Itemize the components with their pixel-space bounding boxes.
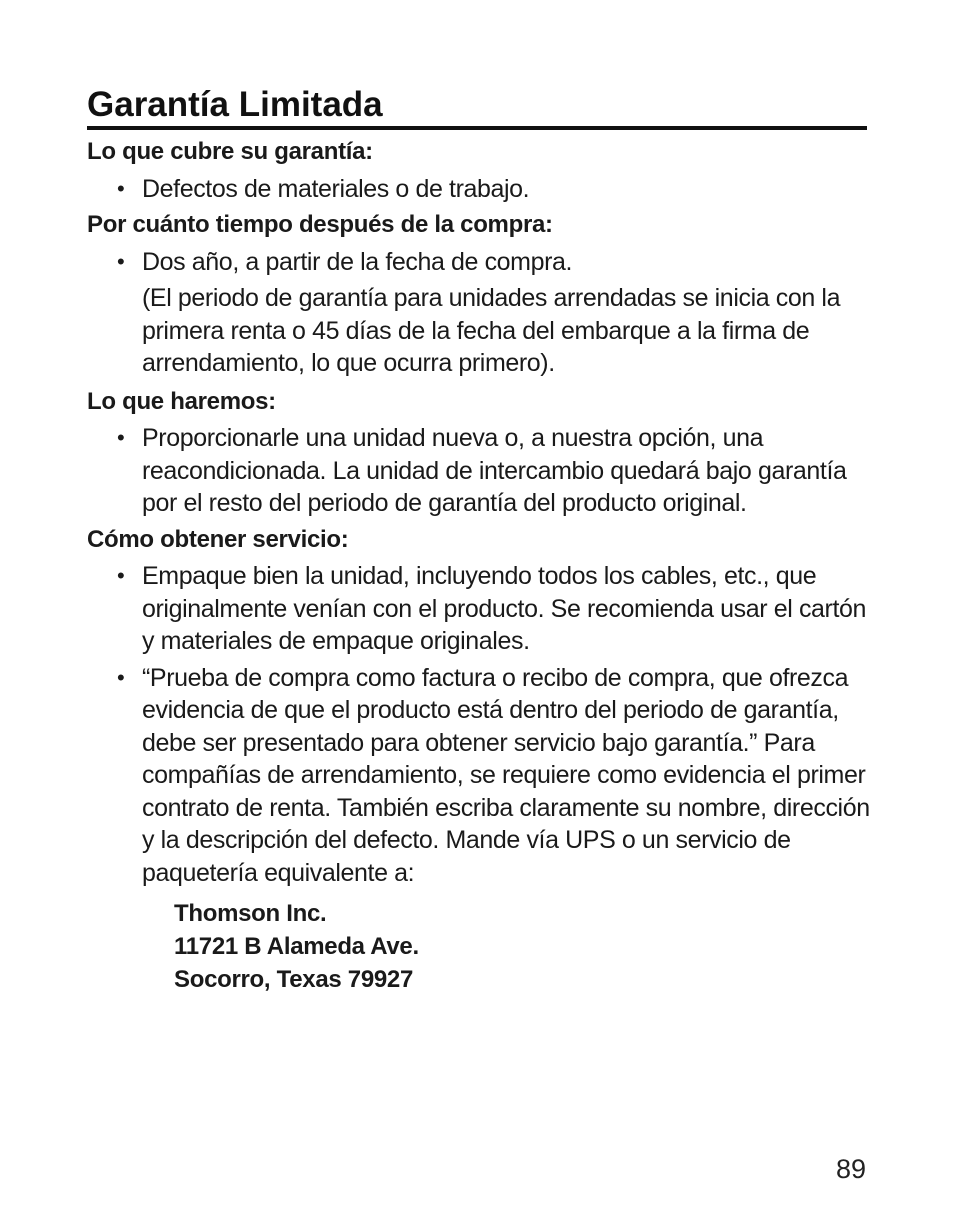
- page-number: 89: [836, 1154, 867, 1184]
- bullet-icon: •: [117, 175, 125, 201]
- bullet-list: [87, 173, 877, 206]
- section-duration: [87, 209, 877, 380]
- section-heading: Cómo obtener servicio:: [87, 525, 349, 553]
- bullet-icon: •: [117, 563, 125, 588]
- bullet-icon: •: [117, 248, 125, 274]
- section-coverage: [87, 136, 877, 205]
- list-item-text: Proporcionarle una unidad nueva o, a nuestra opción, una reacondicionada. La unidad de intercambio quedará bajo garantía por el resto del periodo de garantía del producto original.: [142, 424, 847, 517]
- list-item-text: Defectos de materiales o de trabajo.: [142, 174, 530, 203]
- bullet-list: [87, 246, 877, 279]
- warranty-content: [87, 134, 877, 1000]
- bullet-icon: •: [117, 664, 125, 690]
- page-title: Garantía Limitada: [87, 84, 867, 130]
- lease-note: (El periodo de garantía para unidades arrendadas se inicia con la primera renta o 45 días de la fecha del embarque a la firma de arrendamiento, lo que ocurra primero).: [142, 284, 841, 377]
- address-line: 11721 B Alameda Ave.: [174, 933, 419, 960]
- section-service: [87, 524, 877, 997]
- list-item-text: “Prueba de compra como factura o recibo de compra, que ofrezca evidencia de que el producto está dentro del periodo de garantía, debe ser presentado para obtener servicio bajo garantía.” Para compañías de arrendamiento, se requiere como evidencia el primer contrato de renta. También escriba claramente su nombre, dirección y la descripción del defecto. Mande vía UPS o un servicio de paquetería equivalente a:: [142, 663, 870, 887]
- section-what-we-do: [87, 386, 877, 520]
- bullet-list: [87, 560, 877, 889]
- list-item: [87, 422, 877, 520]
- bullet-icon: •: [117, 425, 125, 450]
- section-heading: Por cuánto tiempo después de la compra:: [87, 211, 553, 238]
- shipping-address: [87, 897, 877, 996]
- address-line: Thomson Inc.: [174, 900, 327, 927]
- list-item: [87, 560, 877, 658]
- list-item: [87, 173, 877, 206]
- list-item: [87, 662, 877, 890]
- bullet-list: [87, 422, 877, 520]
- list-item: [87, 246, 877, 279]
- section-heading: Lo que cubre su garantía:: [87, 138, 373, 165]
- section-heading: Lo que haremos:: [87, 387, 276, 415]
- address-line: Socorro, Texas 79927: [174, 966, 414, 993]
- list-item-text: Dos año, a partir de la fecha de compra.: [142, 247, 573, 276]
- list-item-text: Empaque bien la unidad, incluyendo todos los cables, etc., que originalmente venían con el producto. Se recomienda usar el cartón y materiales de empaque originales.: [142, 562, 867, 655]
